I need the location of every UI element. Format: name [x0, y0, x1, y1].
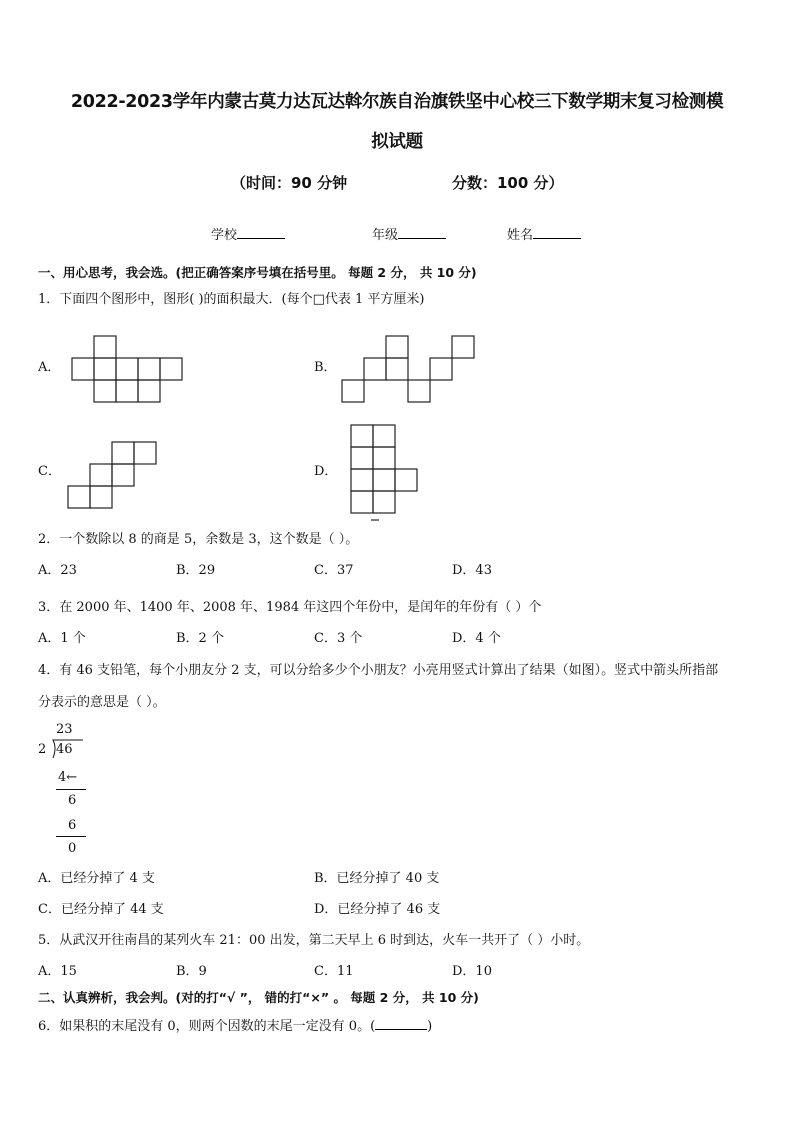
q3-option-a[interactable]: A．1 个 [38, 631, 86, 646]
question-4-line-2: 分表示的意思是（ ）。 [38, 695, 166, 710]
q5-option-c[interactable]: C．11 [314, 964, 354, 979]
section-1-heading: 一、用心思考，我会选。(把正确答案序号填在括号里。 每题 2 分， 共 10 分) [38, 265, 477, 280]
q3-option-c[interactable]: C．3 个 [314, 631, 363, 646]
long-division-figure [38, 722, 108, 862]
score-label: 分数：100 分） [452, 174, 564, 192]
division-quotient: 23 [56, 722, 73, 737]
q2-option-c[interactable]: C．37 [314, 563, 354, 578]
q3-option-d[interactable]: D．4 个 [452, 631, 501, 646]
question-3: 3．在 2000 年、1400 年、2008 年、1984 年这四个年份中，是闰年的年份有（ ）个 [38, 600, 542, 615]
q4-option-a[interactable]: A．已经分掉了 4 支 [38, 871, 155, 886]
q1-option-d[interactable]: D． [314, 464, 338, 479]
q2-option-d[interactable]: D．43 [452, 563, 492, 578]
page-title: 2022-2023学年内蒙古莫力达瓦达斡尔族自治旗铁坚中心校三下数学期末复习检测模 [70, 92, 724, 112]
question-2: 2．一个数除以 8 的商是 5，余数是 3，这个数是（ ）。 [38, 532, 359, 547]
q5-option-b[interactable]: B．9 [176, 964, 207, 979]
school-field[interactable] [211, 224, 285, 243]
q5-option-d[interactable]: D．10 [452, 964, 492, 979]
division-step-1: 4← [58, 770, 78, 785]
page-title-cont: 拟试题 [371, 132, 423, 152]
question-6-close: ) [427, 1019, 433, 1034]
time-label: （时间：90 分钟 [231, 174, 348, 192]
q1-option-a[interactable]: A． [38, 360, 61, 375]
question-6-text: 6．如果积的末尾没有 0，则两个因数的末尾一定没有 0。( [38, 1019, 376, 1034]
division-step-2: 6 [68, 818, 77, 833]
grade-blank[interactable] [398, 226, 446, 239]
figure-c [67, 441, 159, 511]
name-label: 姓名 [507, 228, 534, 243]
answer-blank[interactable] [375, 1016, 427, 1030]
grade-field[interactable] [372, 224, 446, 243]
q2-option-b[interactable]: B．29 [176, 563, 216, 578]
division-divisor: 2 [38, 742, 47, 757]
question-5: 5．从武汉开往南昌的某列火车 21：00 出发，第二天早上 6 时到达，火车一共开了（ ）小时。 [38, 933, 590, 948]
figure-b [341, 335, 479, 403]
question-4-line-1: 4．有 46 支铅笔，每个小朋友分 2 支，可以分给多少个小朋友？小亮用竖式计算出了结果（如图）。竖式中箭头所指部 [38, 663, 719, 678]
figure-a [71, 335, 185, 403]
question-1: 1．下面四个图形中，图形( )的面积最大．(每个□代表 1 平方厘米) [38, 292, 425, 307]
division-dividend: 46 [56, 742, 73, 757]
q4-option-b[interactable]: B．已经分掉了 40 支 [314, 871, 440, 886]
q1-option-b[interactable]: B． [314, 360, 337, 375]
division-remainder-1: 6 [68, 793, 77, 808]
school-blank[interactable] [237, 226, 285, 239]
q1-option-c[interactable]: C． [38, 464, 61, 479]
division-rule-1 [56, 789, 86, 790]
name-blank[interactable] [533, 226, 581, 239]
section-2-heading: 二、认真辨析，我会判。(对的打“√ ”， 错的打“×” 。 每题 2 分， 共 10 分) [38, 990, 479, 1005]
division-remainder-2: 0 [68, 841, 77, 856]
q2-option-a[interactable]: A．23 [38, 563, 77, 578]
school-label: 学校 [211, 228, 238, 243]
division-rule-2 [56, 836, 86, 837]
q3-option-b[interactable]: B．2 个 [176, 631, 224, 646]
name-field[interactable] [507, 224, 581, 243]
question-6 [38, 1016, 432, 1036]
q5-option-a[interactable]: A．15 [38, 964, 77, 979]
q4-option-c[interactable]: C．已经分掉了 44 支 [38, 902, 164, 917]
figure-d [350, 424, 422, 522]
grade-label: 年级 [372, 228, 399, 243]
q4-option-d[interactable]: D．已经分掉了 46 支 [314, 902, 441, 917]
